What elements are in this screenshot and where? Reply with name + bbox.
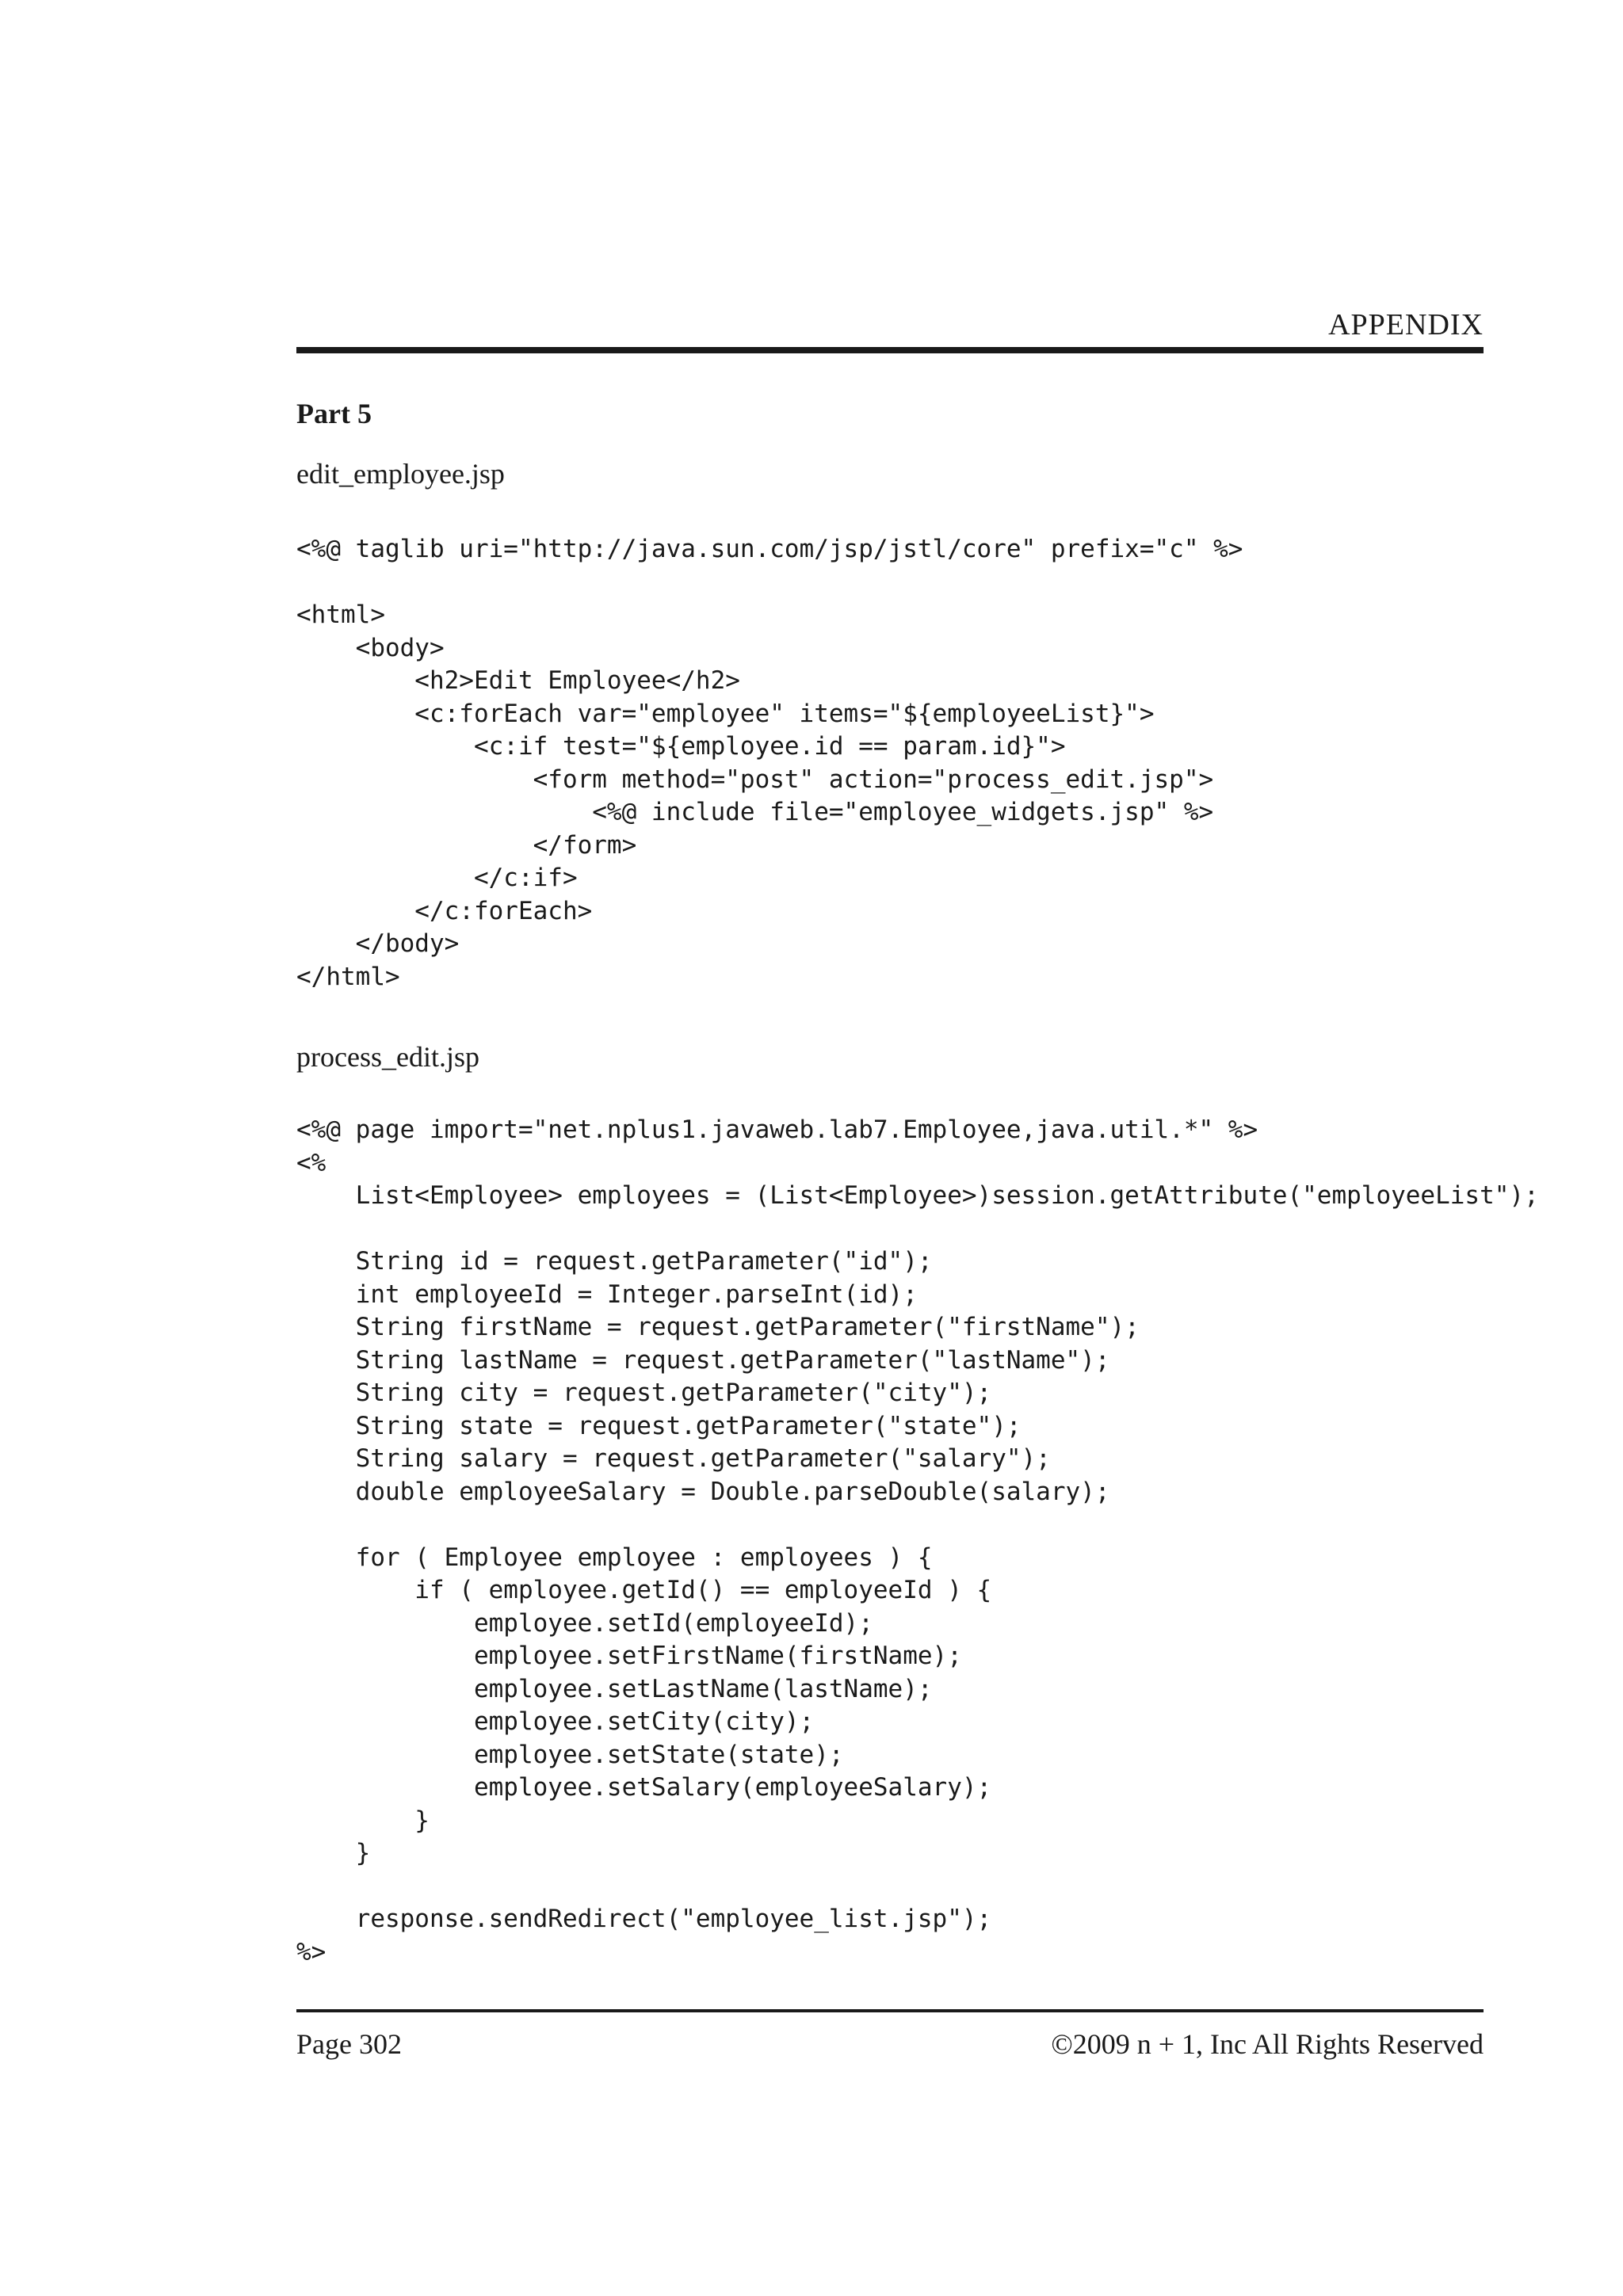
code-line: <form method="post" action="process_edit.jsp"> [296, 765, 1214, 794]
code-line: <body> [296, 633, 445, 662]
code-line: <%@ page import="net.nplus1.javaweb.lab7.Employee,java.util.*" %> [296, 1116, 1258, 1144]
code-line: String salary = request.getParameter("salary"); [296, 1444, 1051, 1473]
code-line: <c:if test="${employee.id == param.id}"> [296, 732, 1066, 761]
code-line: employee.setSalary(employeeSalary); [296, 1773, 992, 1802]
code-line: <h2>Edit Employee</h2> [296, 666, 740, 695]
code-line: } [296, 1806, 430, 1835]
code-line: String state = request.getParameter("state"); [296, 1411, 1022, 1440]
page-number: Page 302 [296, 2028, 402, 2060]
code-line: </html> [296, 962, 400, 991]
code-line: employee.setCity(city); [296, 1707, 815, 1736]
section-title: Part 5 [296, 398, 372, 429]
code-line: List<Employee> employees = (List<Employee>)session.getAttribute("employeeList"); [296, 1181, 1539, 1210]
code-line: employee.setState(state); [296, 1740, 844, 1769]
code-line: } [296, 1839, 371, 1867]
code-line: <%@ taglib uri="http://java.sun.com/jsp/jstl/core" prefix="c" %> [296, 535, 1243, 563]
page-footer [296, 2009, 1484, 2065]
code-line: employee.setFirstName(firstName); [296, 1642, 962, 1670]
code-line: <% [296, 1148, 327, 1177]
code-line: <c:forEach var="employee" items="${employeeList}"> [296, 699, 1155, 728]
code-line [296, 566, 1243, 600]
code-line: for ( Employee employee : employees ) { [296, 1543, 933, 1572]
code-line: </c:forEach> [296, 896, 593, 925]
file-name-process-edit: process_edit.jsp [296, 1041, 479, 1073]
header-rule [296, 347, 1484, 353]
file-name-edit-employee: edit_employee.jsp [296, 458, 505, 490]
code-block-edit-employee [296, 533, 1243, 994]
code-line: employee.setLastName(lastName); [296, 1674, 933, 1703]
code-line: <html> [296, 601, 385, 629]
code-line [296, 1508, 1539, 1542]
code-line: int employeeId = Integer.parseInt(id); [296, 1280, 918, 1309]
code-line [296, 1213, 1539, 1246]
code-line: String city = request.getParameter("city"); [296, 1379, 992, 1407]
code-line: </body> [296, 929, 460, 958]
code-line: </c:if> [296, 864, 578, 892]
code-line: double employeeSalary = Double.parseDouble(salary); [296, 1477, 1110, 1506]
code-line [296, 1871, 1539, 1904]
running-head: APPENDIX [1328, 308, 1484, 341]
copyright-notice: ©2009 n + 1, Inc All Rights Reserved [1051, 2028, 1484, 2060]
code-line: </form> [296, 830, 637, 860]
code-line: if ( employee.getId() == employeeId ) { [296, 1576, 992, 1604]
code-line: <%@ include file="employee_widgets.jsp" %> [296, 798, 1214, 826]
footer-rule [296, 2009, 1484, 2012]
code-line: employee.setId(employeeId); [296, 1608, 873, 1638]
code-line: String lastName = request.getParameter("lastName"); [296, 1345, 1110, 1375]
code-line: String id = request.getParameter("id"); [296, 1247, 933, 1276]
code-block-process-edit [296, 1114, 1539, 1969]
page-header [296, 307, 1484, 355]
code-line: response.sendRedirect("employee_list.jsp"); [296, 1905, 992, 1933]
code-line: String firstName = request.getParameter("firstName"); [296, 1313, 1140, 1341]
code-line: %> [296, 1937, 327, 1966]
